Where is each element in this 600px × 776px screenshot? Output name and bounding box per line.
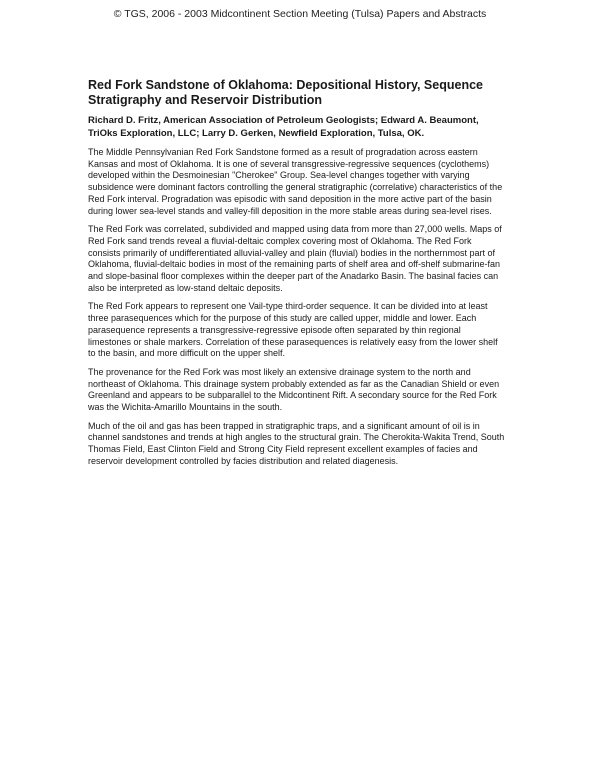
paragraph-2: The Red Fork was correlated, subdivided and mapped using data from more than 27,000 wells. Maps of Red Fork sand trends reveal a fluvial-deltaic complex covering most of Oklahoma. The Red Fork consists primarily of undifferentiated alluvial-valley and plain (fluvial) bodies in the northernmost part of Oklahoma, fluvial-deltaic bodies in most of the remaining parts of shelf area and off-shelf submarine-fan and slope-basinal floor complexes within the deeper part of the Anadarko Basin. The basinal facies can also be interpreted as low-stand deltaic deposits. xyxy=(88,224,502,293)
copyright-notice: © TGS, 2006 - 2003 Midcontinent Section Meeting (Tulsa) Papers and Abstracts xyxy=(113,8,487,20)
page-header xyxy=(0,8,600,21)
paragraph-1: The Middle Pennsylvanian Red Fork Sandstone formed as a result of progradation across eastern Kansas and most of Oklahoma. It is one of several transgressive-regressive sequences (cyclothems) developed within the Desmoinesian "Cherokee" Group. Sea-level changes together with varying subsidence were dominant factors controlling the general stratigraphic (correlative) characteristics of the Red Fork interval. Progradation was episodic with sand deposition in the more active part of the basin during lower sea-level stands and valley-fill deposition in the more stable areas during sea-level rises. xyxy=(88,147,503,216)
paragraph-3: The Red Fork appears to represent one Vail-type third-order sequence. It can be divided into at least three parasequences which for the purpose of this study are called upper, middle and lower. Each parasequence represents a transgressive-regressive episode often separated by thin regional limestones or shale markers. Correlation of these parasequences is relatively easy from the lower shelf to the basin, and more difficult on the upper shelf. xyxy=(88,301,498,359)
article-title: Red Fork Sandstone of Oklahoma: Depositional History, Sequence Stratigraphy and Reservoir Distribution xyxy=(88,78,483,107)
paragraph-5: Much of the oil and gas has been trapped in stratigraphic traps, and a significant amount of oil is in channel sandstones and trends at high angles to the structural grain. The Cherokita-Wakita Trend, South Thomas Field, East Clinton Field and Strong City Field represent excellent examples of facies and reservoir development controlled by facies distribution and related diagenesis. xyxy=(88,420,505,466)
article-authors: Richard D. Fritz, American Association of Petroleum Geologists; Edward A. Beaumont, TriOks Exploration, LLC; Larry D. Gerken, Newfield Exploration, Tulsa, OK. xyxy=(88,115,479,139)
paragraph-4: The provenance for the Red Fork was most likely an extensive drainage system to the north and northeast of Oklahoma. This drainage system probably extended as far as the Canadian Shield or even Greenland and appears to be subparallel to the Midcontinent Rift. A secondary source for the Red Fork was the Wichita-Amarillo Mountains in the south. xyxy=(88,366,500,413)
article xyxy=(88,78,506,475)
